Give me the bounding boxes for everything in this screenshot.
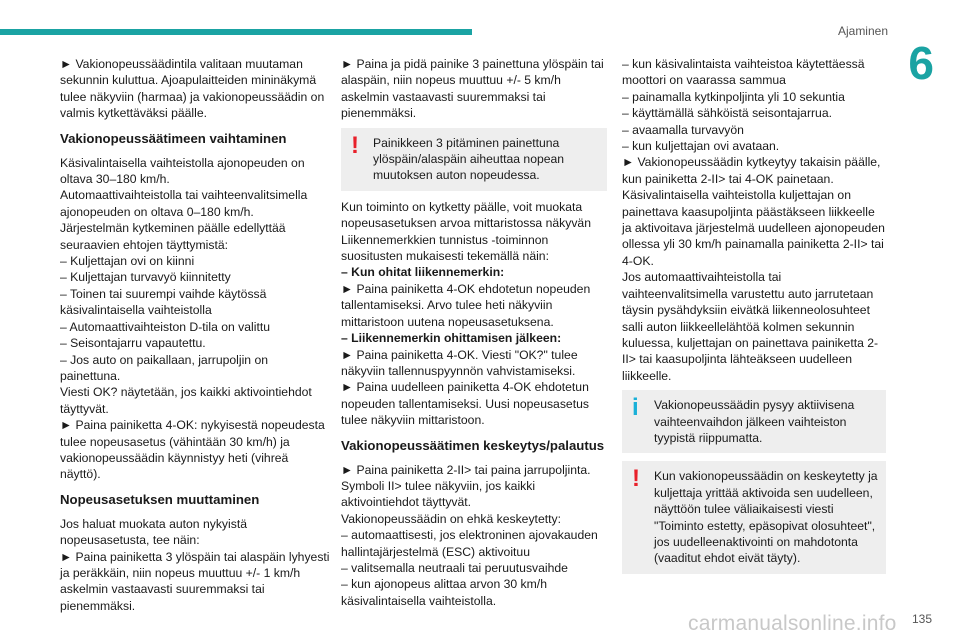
- list-item: – Kuljettajan ovi on kiinni: [60, 254, 195, 269]
- paragraph: Käsivalintaisella vaihteistolla kuljettajan on painettava kaasupoljinta päästäkseen liikkeelle ja aktivoitava järjestelmä uudelleen ajonopeuden ollessa yli 30 km/h painamalla painiketta 2-II> tai 4-OK.: [622, 188, 885, 268]
- paragraph: Jos haluat muokata auton nykyistä nopeusasetusta, tee näin:: [60, 516, 247, 548]
- list-item: – Kun ohitat liikennemerkin:: [341, 265, 505, 280]
- list-item: – painamalla kytkinpoljinta yli 10 sekuntia: [622, 89, 845, 104]
- watermark: carmanualsonline.info: [688, 612, 897, 635]
- paragraph: ► Paina uudelleen painiketta 4-OK ehdotetun nopeuden tallentamiseksi. Uusi nopeusasetus tulee näkyviin mittaristoon.: [341, 380, 589, 428]
- page-number: 135: [911, 612, 932, 626]
- warning-text: Painikkeen 3 pitäminen painettuna ylöspäin/alaspäin aiheuttaa nopean muutoksen auton nopeudessa.: [373, 135, 565, 183]
- list-item: – Jos auto on paikallaan, jarrupoljin on painettuna.: [60, 352, 269, 383]
- paragraph: ► Paina painiketta 4-OK. Viesti "OK?" tulee näkyviin tallennuspyynnön vahvistamiseksi.: [341, 347, 578, 378]
- info-text: Vakionopeussäädin pysyy aktiivisena vaihteenvaihdon jälkeen vaihteiston tyypistä riippumatta.: [654, 398, 855, 445]
- paragraph: Jos automaattivaihteistolla tai vaihteenvalitsimella varustettu auto jarrutetaan täysin pysähdyksiin eivätkä liikenneolosuhteet salli auton liikkeellelähtöä kolmen sekunnin kuluessa, kuljettajan on painettava painiketta 2-II> tai kaasupoljinta lähteäkseen uudelleen liikkeelle.: [622, 270, 879, 383]
- warning-note: [341, 128, 607, 191]
- list-item: – Seisontajarru vapautettu.: [60, 336, 206, 351]
- info-note: [622, 390, 886, 453]
- warning-note: [622, 461, 886, 573]
- column-1: [60, 56, 330, 614]
- exclamation-icon: !: [632, 465, 640, 493]
- warning-text: Kun vakionopeussäädin on keskeytetty ja kuljettaja yrittää aktivoida sen uudelleen, näyttöön tulee väliaikaisesti viesti "Toiminto estetty, epäsopivat olosuhteet", jos uudelleenaktivointi on mahdotonta (vaaditut ehdot eivät täyty).: [654, 469, 878, 566]
- paragraph: Viesti OK? näytetään, jos kaikki aktivointiehdot täyttyvät.: [60, 385, 312, 416]
- list-item: – Liikennemerkin ohittamisen jälkeen:: [341, 331, 562, 346]
- list-item: – Toinen tai suurempi vaihde käytössä käsivalintaisella vaihteistolla: [60, 286, 267, 318]
- paragraph: Vakionopeussäädin on ehkä keskeytetty:: [341, 511, 561, 526]
- list-item: – Kuljettajan turvavyö kiinnitetty: [60, 270, 231, 285]
- list-item: – valitsemalla neutraali tai peruutusvaihde: [341, 560, 568, 575]
- list-item: – kun kuljettajan ovi avataan.: [622, 139, 780, 154]
- list-item: – avaamalla turvavyön: [622, 122, 744, 137]
- paragraph: Automaattivaihteistolla tai vaihteenvalitsimella ajonopeuden on oltava 0–180 km/h.: [60, 188, 308, 219]
- paragraph: ► Paina painiketta 2-II> tai paina jarrupoljinta.: [341, 462, 591, 477]
- paragraph: Käsivalintaisella vaihteistolla ajonopeuden on oltava 30–180 km/h.: [60, 155, 305, 187]
- paragraph: ► Paina painiketta 4-OK ehdotetun nopeuden tallentamiseksi. Arvo tulee heti näkyviin mittaristoon uutena nopeusasetuksena.: [341, 281, 591, 329]
- paragraph: Järjestelmän kytkeminen päälle edellyttää seuraavien ehtojen täyttymistä:: [60, 221, 286, 252]
- list-item: – käyttämällä sähköistä seisontajarrua.: [622, 106, 833, 121]
- section-title: Ajaminen: [837, 24, 888, 38]
- paragraph: ► Paina ja pidä painike 3 painettuna ylöspäin tai alaspäin, niin nopeus muuttuu +/- 5 km/h askelmin vastaavasti suuremmaksi tai pienemmäksi.: [341, 57, 604, 121]
- paragraph: Kun toiminto on kytketty päälle, voit muokata nopeusasetuksen arvoa mittaristossa näkyvän Liikennemerkkien tunnistus -toiminnon suositusten mukaisesti tekemällä näin:: [341, 199, 591, 264]
- header-accent-bar: [0, 29, 472, 35]
- info-icon: i: [632, 394, 639, 422]
- column-3: [622, 56, 886, 582]
- paragraph: ► Paina painiketta 3 ylöspäin tai alaspäin lyhyesti ja peräkkäin, niin nopeus muuttuu +/- 1 km/h askelmin vastaavasti suuremmaksi tai pienemmäksi.: [60, 549, 330, 613]
- list-item: – Automaattivaihteiston D-tila on valittu: [60, 319, 271, 334]
- list-item: – automaattisesti, jos elektroninen ajovakauden hallintajärjestelmä (ESC) aktivoituu: [341, 528, 598, 559]
- paragraph: ► Paina painiketta 4-OK: nykyisestä nopeudesta tulee nopeusasetus (vähintään 30 km/h) ja vakionopeussäädin käynnistyy heti (vihreä näyttö).: [60, 418, 325, 482]
- paragraph: ► Vakionopeussäädin kytkeytyy takaisin päälle, kun painiketta 2-II> tai 4-OK painetaan.: [622, 155, 881, 186]
- paragraph: Symboli II> tulee näkyviin, jos kaikki aktivointiehdot täyttyvät.: [341, 478, 536, 510]
- list-item: – kun käsivalintaista vaihteistoa käytettäessä moottori on vaarassa sammua: [622, 57, 865, 88]
- column-2: [341, 56, 607, 609]
- heading-switch: Vakionopeussäätimeen vaihtaminen: [60, 130, 287, 146]
- exclamation-icon: !: [351, 131, 359, 159]
- list-item: – kun ajonopeus alittaa arvon 30 km/h käsivalintaisella vaihteistolla.: [341, 577, 547, 608]
- paragraph: ► Vakionopeussäädintila valitaan muutaman sekunnin kuluttua. Ajoapulaitteiden mininäkymä tulee näkyviin (harmaa) ja vakionopeussäädin on valmis kytkettäväksi päälle.: [60, 57, 325, 121]
- chapter-number: 6: [908, 37, 934, 89]
- heading-change: Nopeusasetuksen muuttaminen: [60, 491, 260, 507]
- heading-pause: Vakionopeussäätimen keskeytys/palautus: [341, 437, 605, 453]
